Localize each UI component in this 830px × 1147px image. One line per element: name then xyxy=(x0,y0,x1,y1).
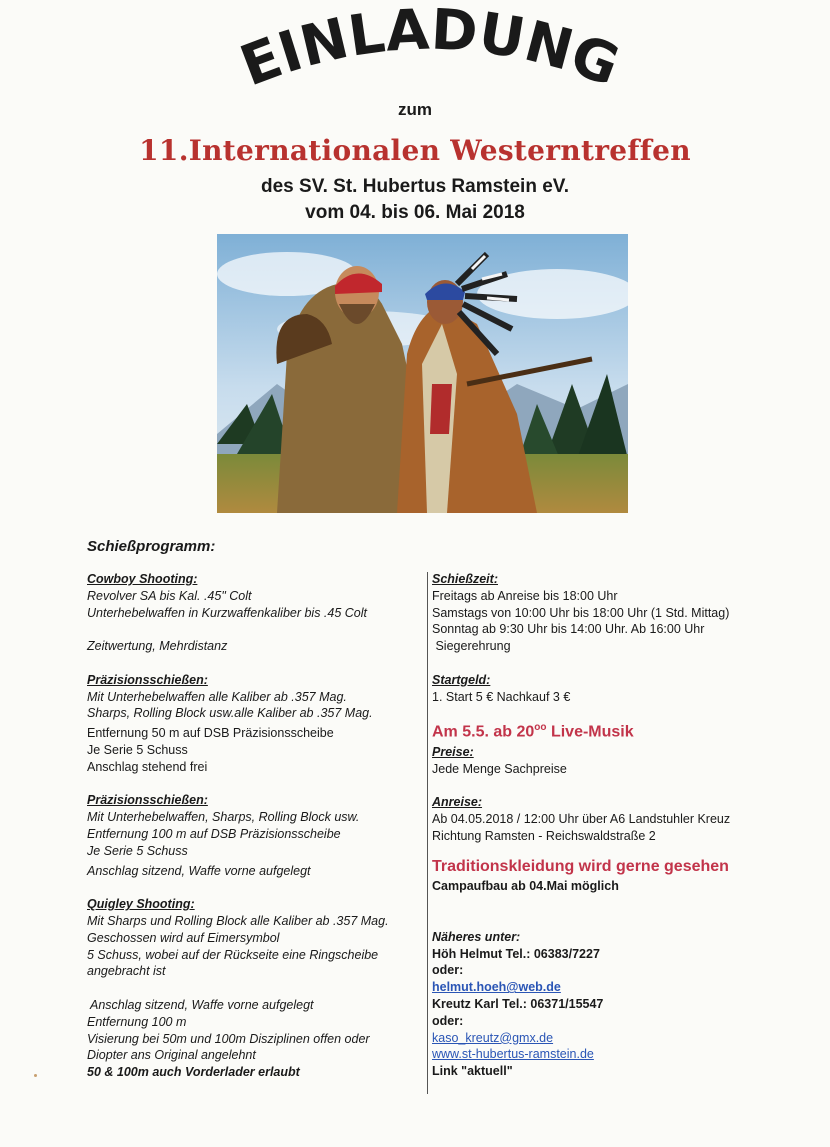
preise-title: Preise: xyxy=(432,744,474,759)
club-name: des SV. St. Hubertus Ramstein eV. xyxy=(261,176,569,197)
quigley-line: Anschlag sitzend, Waffe vorne aufgelegt xyxy=(87,997,314,1012)
paper-speck xyxy=(34,1074,37,1077)
cowboy-title: Cowboy Shooting: xyxy=(87,572,198,586)
contact-person-2: Kreutz Karl Tel.: 06371/15547 xyxy=(432,997,604,1012)
cowboy-line: Zeitwertung, Mehrdistanz xyxy=(87,639,228,654)
anreise-line: Ab 04.05.2018 / 12:00 Uhr über A6 Landstuhler Kreuz xyxy=(432,811,731,826)
tradition-note: Traditionskleidung wird gerne gesehen xyxy=(432,858,729,876)
quigley-line: 50 & 100m auch Vorderlader erlaubt xyxy=(87,1065,300,1080)
contact-title: Näheres unter: xyxy=(432,929,521,944)
anreise-title: Anreise: xyxy=(432,795,483,810)
contact-person-1: Höh Helmut Tel.: 06383/7227 xyxy=(432,946,600,961)
anreise-line: Richtung Ramsten - Reichswaldstraße 2 xyxy=(432,828,656,843)
praez2-title: Präzisionsschießen: xyxy=(87,793,208,808)
schiesszeit-line: Samstags von 10:00 Uhr bis 18:00 Uhr (1 Std. Mittag) xyxy=(432,605,730,620)
praez1-line: Je Serie 5 Schuss xyxy=(87,742,188,757)
cowboy-line: Unterhebelwaffen in Kurzwaffenkaliber bis .45 Colt xyxy=(87,605,368,620)
right-column xyxy=(432,571,822,1080)
email-link-2[interactable]: kaso_kreutz@gmx.de xyxy=(432,1030,554,1045)
startgeld-line: 1. Start 5 € Nachkauf 3 € xyxy=(432,689,571,704)
praez1-line: Entfernung 50 m auf DSB Präzisionsscheibe xyxy=(87,726,334,741)
title-text: EINLADUNG xyxy=(232,8,628,100)
live-music-note xyxy=(432,717,822,743)
svg-text:EINLADUNG xyxy=(232,8,627,99)
email-link-1[interactable]: helmut.hoeh@web.de xyxy=(432,980,561,995)
contact-oder-1: oder: xyxy=(432,963,464,978)
cowboy-line: Revolver SA bis Kal. .45" Colt xyxy=(87,588,252,603)
praez1-line: Mit Unterhebelwaffen alle Kaliber ab .357 Mag. xyxy=(87,689,347,704)
praez2-line: Je Serie 5 Schuss xyxy=(87,843,188,858)
campaufbau-note: Campaufbau ab 04.Mai möglich xyxy=(432,879,619,894)
website-link[interactable]: www.st-hubertus-ramstein.de xyxy=(432,1047,594,1062)
praez2-line: Entfernung 100 m auf DSB Präzisionsscheibe xyxy=(87,826,341,841)
program-heading: Schießprogramm: xyxy=(87,538,216,555)
schiesszeit-line: Sonntag ab 9:30 Uhr bis 14:00 Uhr. Ab 16:00 Uhr xyxy=(432,622,705,637)
quigley-line: angebracht ist xyxy=(87,964,166,979)
live-music-suffix: Live-Musik xyxy=(546,723,634,741)
quigley-line: Mit Sharps und Rolling Block alle Kaliber ab .357 Mag. xyxy=(87,913,389,928)
link-aktuell: Link "aktuell" xyxy=(432,1064,513,1079)
schiesszeit-title: Schießzeit: xyxy=(432,572,498,586)
live-music-sup: oo xyxy=(534,722,547,734)
column-divider xyxy=(427,572,428,1094)
schiesszeit-line: Siegerehrung xyxy=(432,639,511,654)
quigley-title: Quigley Shooting: xyxy=(87,897,195,912)
quigley-line: Geschossen wird auf Eimersymbol xyxy=(87,930,280,945)
praez2-line: Mit Unterhebelwaffen, Sharps, Rolling Block usw. xyxy=(87,810,360,825)
preise-line: Jede Menge Sachpreise xyxy=(432,761,567,776)
quigley-line: Entfernung 100 m xyxy=(87,1014,187,1029)
praez1-line: Anschlag stehend frei xyxy=(87,759,208,774)
startgeld-title: Startgeld: xyxy=(432,672,491,687)
schiesszeit-line: Freitags ab Anreise bis 18:00 Uhr xyxy=(432,588,618,603)
praez1-title: Präzisionsschießen: xyxy=(87,672,208,687)
praez1-line: Sharps, Rolling Block usw.alle Kaliber ab .357 Mag. xyxy=(87,706,373,721)
contact-oder-2: oder: xyxy=(432,1013,464,1028)
quigley-line: Visierung bei 50m und 100m Disziplinen offen oder xyxy=(87,1031,370,1046)
quigley-line: Diopter ans Original angelehnt xyxy=(87,1048,256,1063)
live-music-prefix: Am 5.5. ab 20 xyxy=(432,723,535,741)
praez2-line: Anschlag sitzend, Waffe vorne aufgelegt xyxy=(87,863,311,878)
western-painting xyxy=(217,234,628,513)
quigley-line: 5 Schuss, wobei auf der Rückseite eine Ringscheibe xyxy=(87,947,379,962)
left-column xyxy=(87,571,417,1081)
subtitle-zum: zum xyxy=(398,100,432,119)
event-title: 11.Internationalen Westerntreffen xyxy=(139,134,691,167)
event-dates: vom 04. bis 06. Mai 2018 xyxy=(305,202,525,223)
